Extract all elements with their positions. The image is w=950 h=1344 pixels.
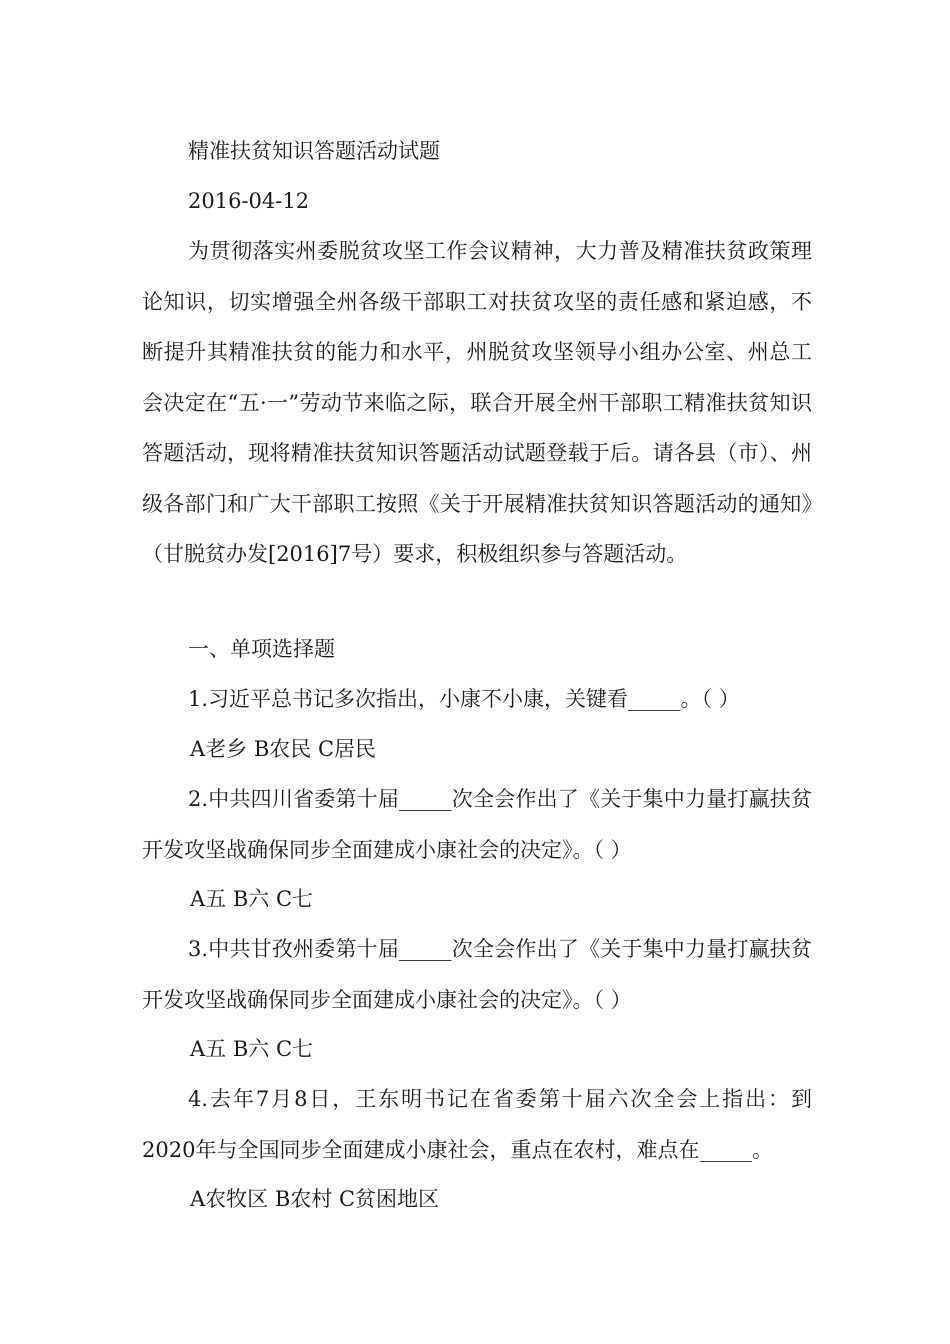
question-3: 3.中共甘孜州委第十届_____次全会作出了《关于集中力量打赢扶贫开发攻坚战确保同步全面建成小康社会的决定》。（ ） bbox=[142, 937, 812, 1012]
question-4: 4.去年7月8日，王东明书记在省委第十届六次全会上指出：到2020年与全国同步全面建成小康社会，重点在农村，难点在_____。 bbox=[142, 1087, 812, 1162]
document-title: 精准扶贫知识答题活动试题 bbox=[188, 139, 440, 163]
question-1-options: A老乡 B农民 C居民 bbox=[190, 737, 377, 761]
section-heading: 一、单项选择题 bbox=[188, 637, 335, 661]
question-2: 2.中共四川省委第十届_____次全会作出了《关于集中力量打赢扶贫开发攻坚战确保同步全面建成小康社会的决定》。（ ） bbox=[142, 787, 812, 862]
question-4-options: A农牧区 B农村 C贫困地区 bbox=[190, 1187, 440, 1211]
document-date: 2016-04-12 bbox=[188, 189, 310, 213]
question-2-options: A五 B六 C七 bbox=[190, 887, 314, 911]
question-1: 1.习近平总书记多次指出，小康不小康，关键看_____。（ ） bbox=[188, 687, 740, 711]
intro-paragraph: 为贯彻落实州委脱贫攻坚工作会议精神，大力普及精准扶贫政策理论知识，切实增强全州各级干部职工对扶贫攻坚的责任感和紧迫感，不断提升其精准扶贫的能力和水平，州脱贫攻坚领导小组办公室、州总工会决定在“五·一”劳动节来临之际，联合开展全州干部职工精准扶贫知识答题活动，现将精准扶贫知识答题活动试题登载于后。请各县（市）、州级各部门和广大干部职工按照《关于开展精准扶贫知识答题活动的通知》（甘脱贫办发[2016]7号）要求，积极组织参与答题活动。 bbox=[142, 239, 812, 566]
question-3-options: A五 B六 C七 bbox=[190, 1037, 314, 1061]
